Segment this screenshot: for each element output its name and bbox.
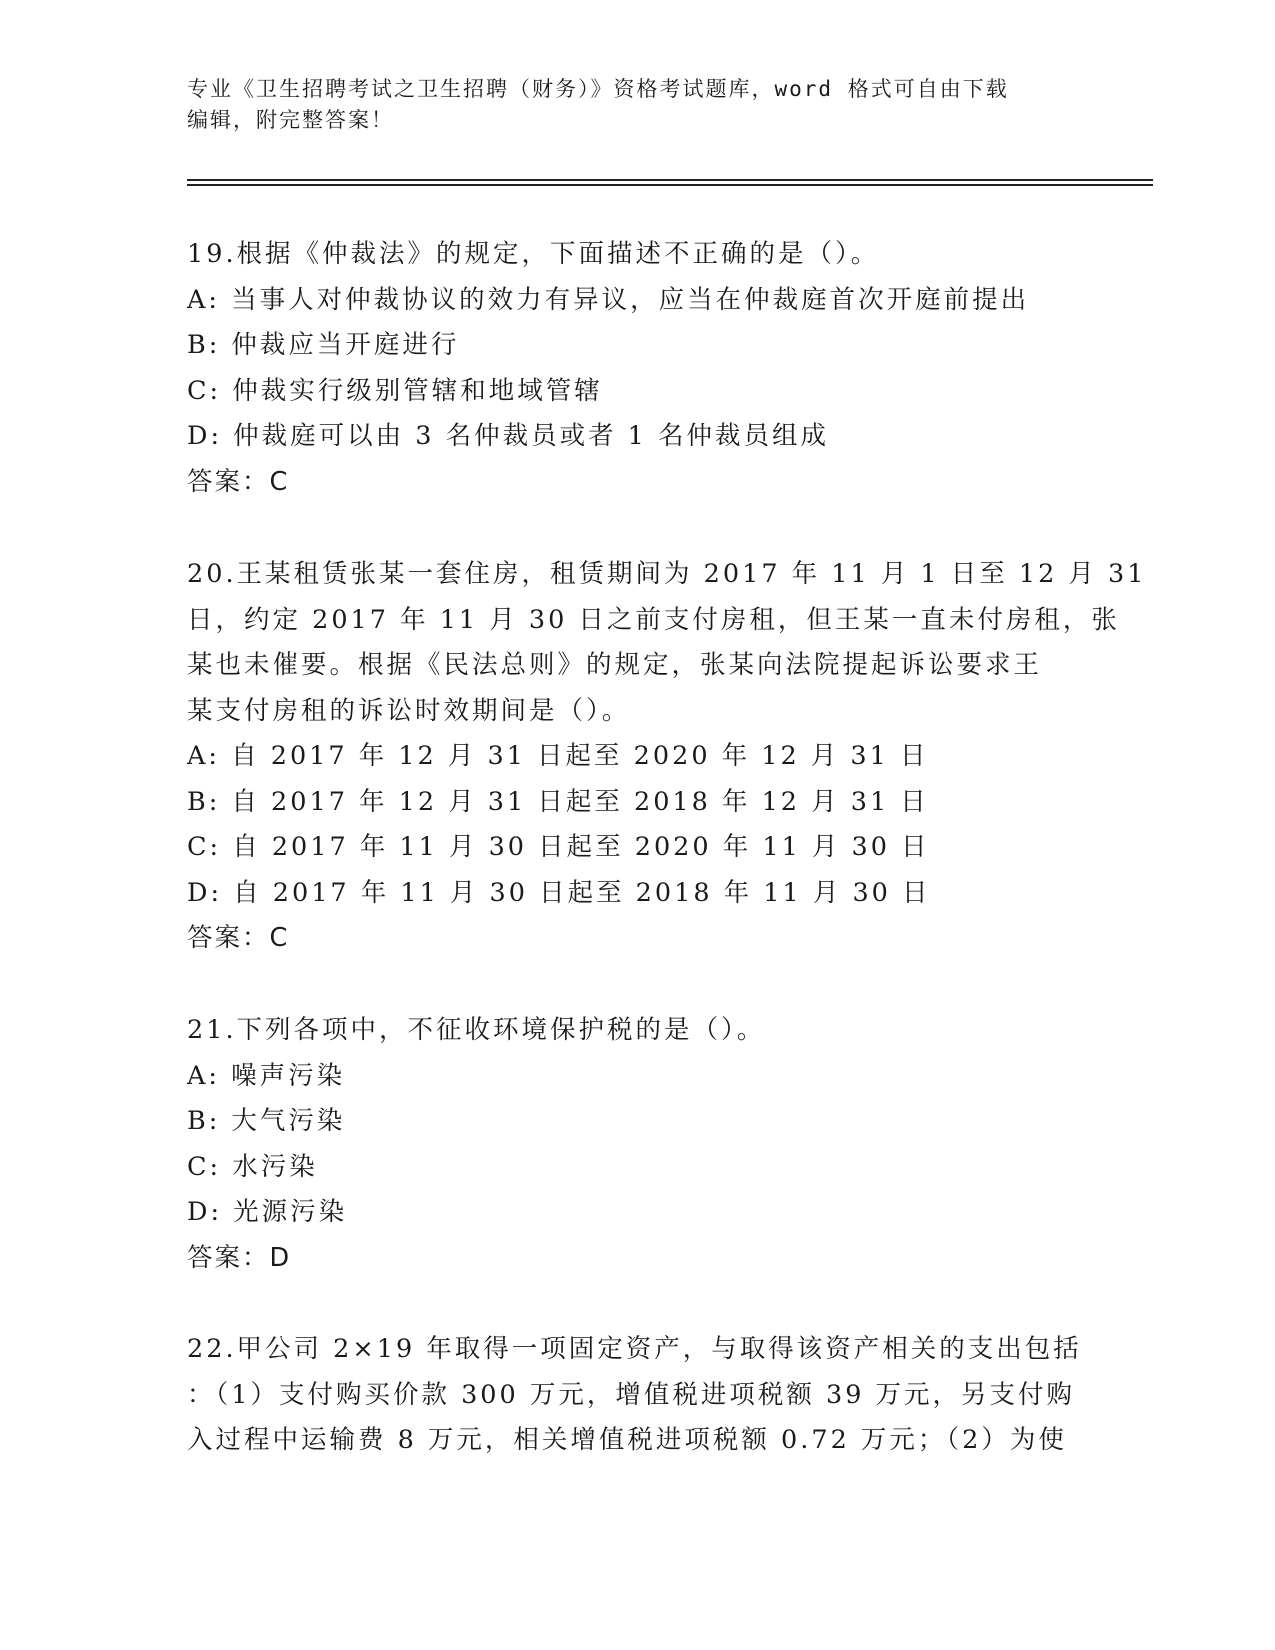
option-a: A: 当事人对仲裁协议的效力有异议，应当在仲裁庭首次开庭前提出 (187, 284, 1030, 315)
answer: 答案：C (187, 466, 290, 497)
option-c: C: 水污染 (187, 1151, 318, 1182)
option-c: C: 自 2017 年 11 月 30 日起至 2020 年 11 月 30 日 (187, 832, 930, 862)
question-stem-line: 21.下列各项中，不征收环境保护税的是（）。 (187, 1015, 766, 1045)
question-stem-line: 22.甲公司 2×19 年取得一项固定资产，与取得该资产相关的支出包括 (187, 1334, 1082, 1364)
question-stem-line: 某也未催要。根据《民法总则》的规定，张某向法院提起诉讼要求王 (187, 650, 1043, 680)
question-19 (187, 232, 1087, 505)
question-stem-line: 19.根据《仲裁法》的规定，下面描述不正确的是（）。 (187, 239, 880, 269)
option-c: C: 仲裁实行级别管辖和地域管辖 (187, 375, 603, 406)
header-rule-bottom (187, 184, 1153, 186)
question-21 (187, 1008, 1087, 1281)
option-a: A: 噪声污染 (187, 1060, 346, 1091)
header-line-2: 编辑，附完整答案！ (187, 108, 394, 132)
option-b: B: 大气污染 (187, 1106, 346, 1136)
answer: 答案：C (187, 923, 290, 953)
option-b: B: 仲裁应当开庭进行 (187, 330, 460, 360)
question-stem-line: ：（1）支付购买价款 300 万元，增值税进项税额 39 万元，另支付购 (187, 1379, 1076, 1410)
option-d: D: 仲裁庭可以由 3 名仲裁员或者 1 名仲裁员组成 (187, 421, 830, 451)
question-20 (187, 552, 1147, 962)
option-b: B: 自 2017 年 12 月 31 日起至 2018 年 12 月 31 日 (187, 786, 929, 817)
header-line-1: 专业《卫生招聘考试之卫生招聘（财务）》资格考试题库，word 格式可自由下载 (187, 77, 1009, 101)
question-stem-line: 20.王某租赁张某一套住房，租赁期间为 2017 年 11 月 1 日至 12 月 31 (187, 559, 1147, 589)
option-d: D: 光源污染 (187, 1197, 348, 1227)
header-rule-top (187, 179, 1153, 181)
option-d: D: 自 2017 年 11 月 30 日起至 2018 年 11 月 30 日 (187, 877, 931, 908)
option-a: A: 自 2017 年 12 月 31 日起至 2020 年 12 月 31 日 (187, 741, 929, 771)
question-22 (187, 1327, 1087, 1464)
answer: 答案：D (187, 1242, 292, 1273)
question-stem-line: 入过程中运输费 8 万元，相关增值税进项税额 0.72 万元；（2）为使 (187, 1425, 1067, 1455)
question-stem-line: 日，约定 2017 年 11 月 30 日之前支付房租，但王某一直未付房租，张 (187, 604, 1120, 635)
document-header (187, 74, 1067, 136)
question-stem-line: 某支付房租的诉讼时效期间是（）。 (187, 695, 631, 726)
